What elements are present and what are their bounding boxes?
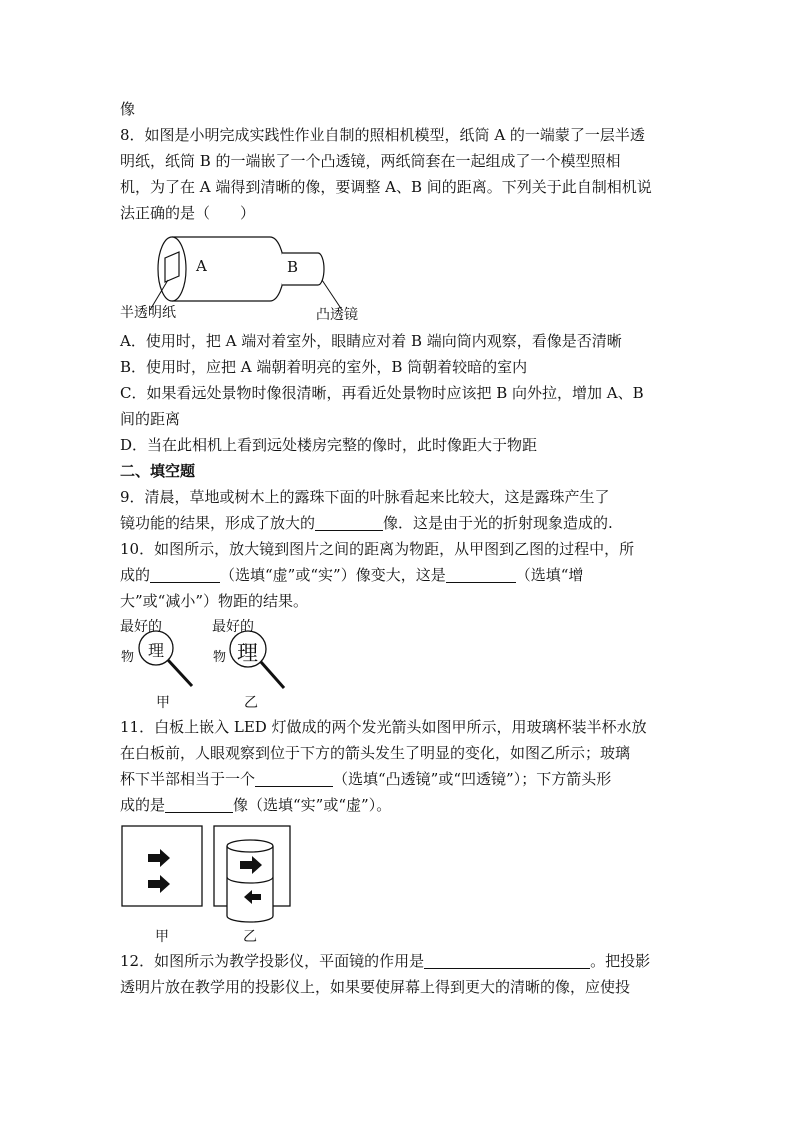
fig-jia-text-side: 物 xyxy=(121,650,135,665)
worksheet-page xyxy=(120,96,680,1000)
q10-blank-1[interactable] xyxy=(150,566,220,583)
q10-blank-2[interactable] xyxy=(446,566,516,583)
q11-line-4: 成的是 像（选填“实”或“虚”）。 xyxy=(120,796,392,814)
q11-line-3: 杯下半部相当于一个 （选填“凸透镜”或“凹透镜”）；下方箭头形 xyxy=(120,770,612,788)
fig-jia-text-top: 最好的 xyxy=(120,619,162,635)
fig-caption-jia: 甲 xyxy=(155,929,169,945)
q11-blank-1[interactable] xyxy=(255,770,333,787)
led-arrow-drawing xyxy=(120,822,320,948)
convex-lens-label: 凸透镜 xyxy=(316,307,358,323)
fig-caption-yi: 乙 xyxy=(243,929,257,945)
q9-line-1: 9．清晨，草地或树木上的露珠下面的叶脉看起来比较大，这是露珠产生了 xyxy=(120,488,610,506)
q8-option-c-cont: 间的距离 xyxy=(120,410,181,428)
question-10 xyxy=(120,536,680,714)
q8-option-a: A．使用时，把 A 端对着室外，眼睛应对着 B 端向筒内观察，看像是否清晰 xyxy=(120,332,622,350)
magnifier-figure xyxy=(120,616,680,714)
q11-blank-2[interactable] xyxy=(165,796,233,813)
fig-caption-jia: 甲 xyxy=(156,695,170,711)
q11-line-2: 在白板前，人眼观察到位于下方的箭头发生了明显的变化，如图乙所示；玻璃 xyxy=(120,744,631,762)
q8-option-d: D．当在此相机上看到远处楼房完整的像时，此时像距大于物距 xyxy=(120,436,538,454)
q9-answer-blank[interactable] xyxy=(315,514,383,531)
camera-model-figure xyxy=(120,230,680,326)
fig-yi-text-side: 物 xyxy=(213,650,227,665)
q10-line-2: 成的 （选填“虚”或“实”）像变大，这是 （选填“增 xyxy=(120,566,584,584)
question-11 xyxy=(120,714,680,948)
fig-yi-text-top: 最好的 xyxy=(212,619,254,635)
continued-text: 像 xyxy=(120,100,136,118)
q8-option-c: C．如果看远处景物时像很清晰，再看近处景物时应该把 B 向外拉，增加 A、B xyxy=(120,384,644,402)
q10-line-1: 10．如图所示，放大镜到图片之间的距离为物距，从甲图到乙图的过程中，所 xyxy=(120,540,635,558)
translucent-paper-label: 半透明纸 xyxy=(120,305,176,321)
q8-line-3: 机，为了在 A 端得到清晰的像，要调整 A、B 间的距离。下列关于此自制相机说 xyxy=(120,178,652,196)
section-heading: 二、填空题 xyxy=(120,462,196,480)
q10-line-3: 大”或“减小”）物距的结果。 xyxy=(120,592,309,610)
fig-caption-yi: 乙 xyxy=(244,695,258,711)
q8-line-2: 明纸，纸筒 B 的一端嵌了一个凸透镜，两纸筒套在一起组成了一个模型照相 xyxy=(120,152,621,170)
tube-a-label: A xyxy=(196,257,207,275)
led-arrow-figure xyxy=(120,822,680,948)
question-12 xyxy=(120,948,680,1000)
q12-answer-blank[interactable] xyxy=(424,952,590,969)
q9-line-2: 镜功能的结果，形成了放大的 像．这是由于光的折射现象造成的. xyxy=(120,514,613,532)
question-9 xyxy=(120,484,680,536)
question-8 xyxy=(120,122,680,458)
magnified-char-yi: 理 xyxy=(237,641,258,665)
q8-line-1: 8．如图是小明完成实践性作业自制的照相机模型，纸筒 A 的一端蒙了一层半透 xyxy=(120,126,645,144)
q12-line-2: 透明片放在教学用的投影仪上，如果要使屏幕上得到更大的清晰的像，应使投 xyxy=(120,978,631,996)
q8-option-b: B．使用时，应把 A 端朝着明亮的室外，B 筒朝着较暗的室内 xyxy=(120,358,528,376)
q11-line-1: 11．白板上嵌入 LED 灯做成的两个发光箭头如图甲所示，用玻璃杯装半杯水放 xyxy=(120,718,647,736)
q12-line-1: 12．如图所示为教学投影仪，平面镜的作用是 。把投影 xyxy=(120,952,651,970)
q8-line-4: 法正确的是（ ） xyxy=(120,204,256,222)
magnified-char-jia: 理 xyxy=(148,641,165,660)
tube-b-label: B xyxy=(287,258,299,276)
